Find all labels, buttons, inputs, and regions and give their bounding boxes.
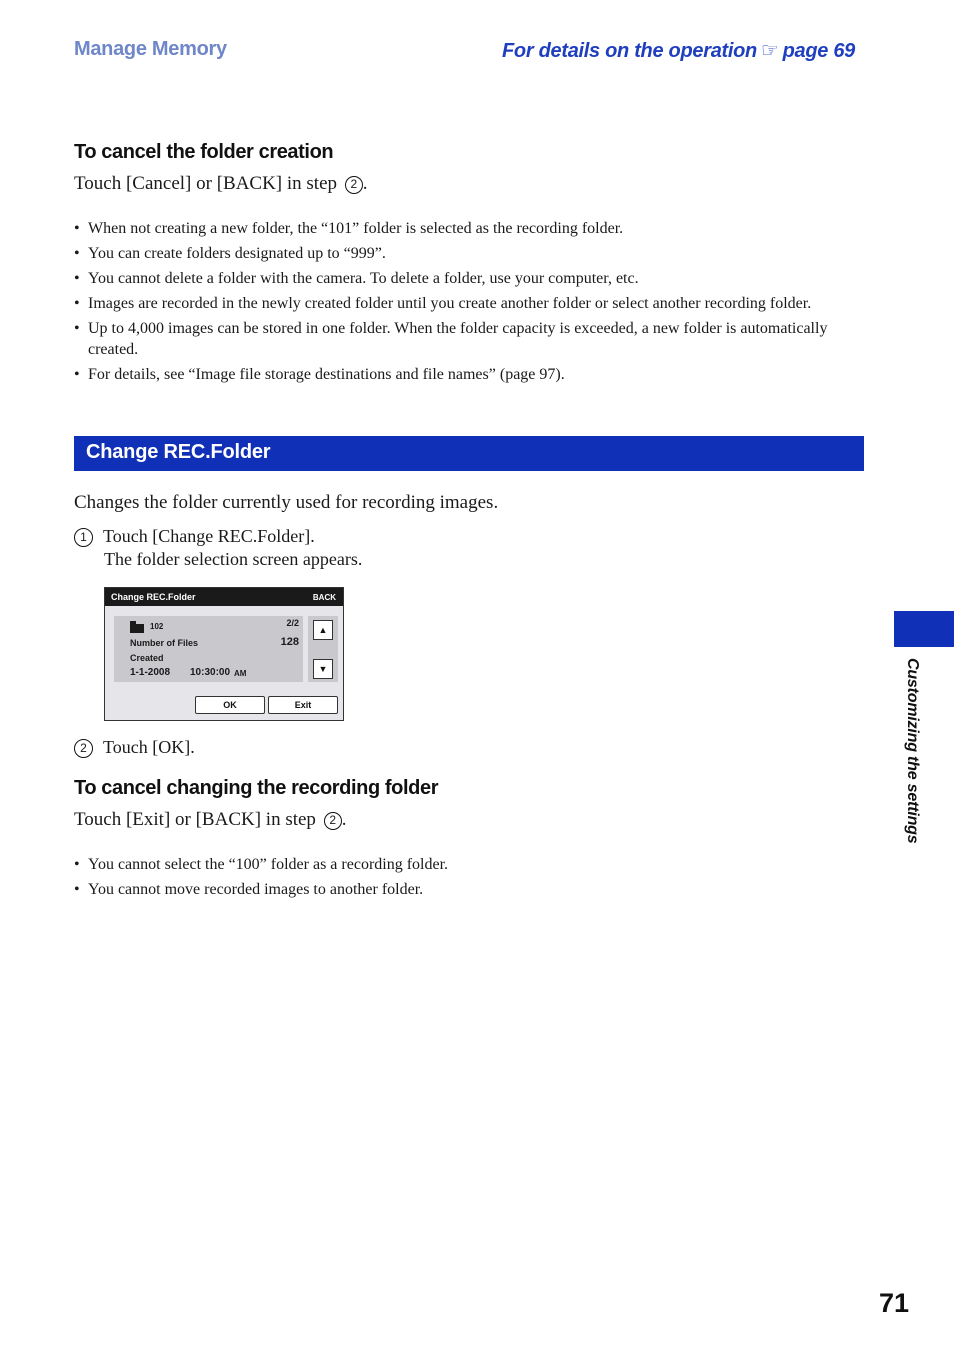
- step-1-sub: The folder selection screen appears.: [104, 549, 363, 569]
- files-count: 128: [280, 636, 299, 648]
- exit-button[interactable]: Exit: [268, 696, 338, 714]
- step-2: [74, 737, 195, 758]
- triangle-down-icon[interactable]: ▼: [313, 659, 333, 679]
- side-tab-marker: [894, 611, 954, 647]
- note-item: • Up to 4,000 images can be stored in one folder. When the folder capacity is exceeded, a new folder is automatically created.: [74, 318, 864, 360]
- created-ampm: AM: [234, 669, 247, 678]
- details-prefix: For details on the operation: [502, 40, 757, 62]
- step-ref-circle: 2: [345, 176, 363, 194]
- cancel-creation-heading: To cancel the folder creation: [74, 141, 334, 163]
- creation-notes-list: [74, 218, 864, 389]
- back-button[interactable]: BACK: [312, 593, 336, 602]
- side-tab-label: Customizing the settings: [904, 658, 921, 844]
- screen-title-bar: [105, 588, 343, 606]
- camera-screen: [104, 587, 344, 721]
- section-header: Manage Memory: [74, 38, 227, 60]
- note-item: • You cannot move recorded images to another folder.: [74, 879, 864, 900]
- instruction-text: Touch [Exit] or [BACK] in step: [74, 809, 316, 830]
- folder-info-panel[interactable]: [114, 616, 303, 682]
- note-item: • When not creating a new folder, the “101” folder is selected as the recording folder.: [74, 218, 864, 239]
- page-indicator: 2/2: [286, 618, 299, 628]
- step-number: 2: [74, 739, 93, 758]
- screen-title: Change REC.Folder: [111, 592, 196, 602]
- note-item: • For details, see “Image file storage destinations and file names” (page 97).: [74, 364, 864, 385]
- instruction-period: .: [362, 173, 368, 194]
- pointing-hand-icon: ☞: [760, 40, 779, 62]
- instruction-period: .: [341, 809, 347, 830]
- files-label: Number of Files: [130, 638, 199, 648]
- cancel-changing-instruction: [74, 809, 346, 831]
- details-reference: [502, 38, 855, 63]
- details-page-link: page 69: [782, 40, 855, 62]
- cancel-creation-instruction: [74, 173, 368, 195]
- folder-name: 102: [150, 622, 164, 631]
- section-title: Change REC.Folder: [86, 441, 271, 463]
- section-intro: Changes the folder currently used for recording images.: [74, 492, 499, 513]
- step-number: 1: [74, 528, 93, 547]
- triangle-up-icon[interactable]: ▲: [313, 620, 333, 640]
- note-item: • You can create folders designated up to “999”.: [74, 243, 864, 264]
- changing-notes-list: [74, 854, 864, 904]
- step-text: Touch [Change REC.Folder].: [103, 526, 315, 546]
- ok-button[interactable]: OK: [195, 696, 265, 714]
- page-number: 71: [879, 1288, 910, 1318]
- section-bar: [74, 436, 864, 471]
- cancel-changing-heading: To cancel changing the recording folder: [74, 777, 439, 799]
- folder-icon: [130, 624, 144, 633]
- note-item: • You cannot delete a folder with the camera. To delete a folder, use your computer, etc.: [74, 268, 864, 289]
- scroll-controls: [308, 616, 338, 682]
- note-item: • Images are recorded in the newly created folder until you create another folder or select another recording folder.: [74, 293, 864, 314]
- note-item: • You cannot select the “100” folder as a recording folder.: [74, 854, 864, 875]
- instruction-text: Touch [Cancel] or [BACK] in step: [74, 173, 338, 194]
- created-label: Created: [130, 653, 164, 663]
- created-date: 1-1-2008: [130, 667, 171, 678]
- step-1: [74, 526, 315, 547]
- step-ref-circle: 2: [324, 812, 342, 830]
- created-time: 10:30:00: [190, 667, 231, 678]
- step-text: Touch [OK].: [103, 737, 195, 757]
